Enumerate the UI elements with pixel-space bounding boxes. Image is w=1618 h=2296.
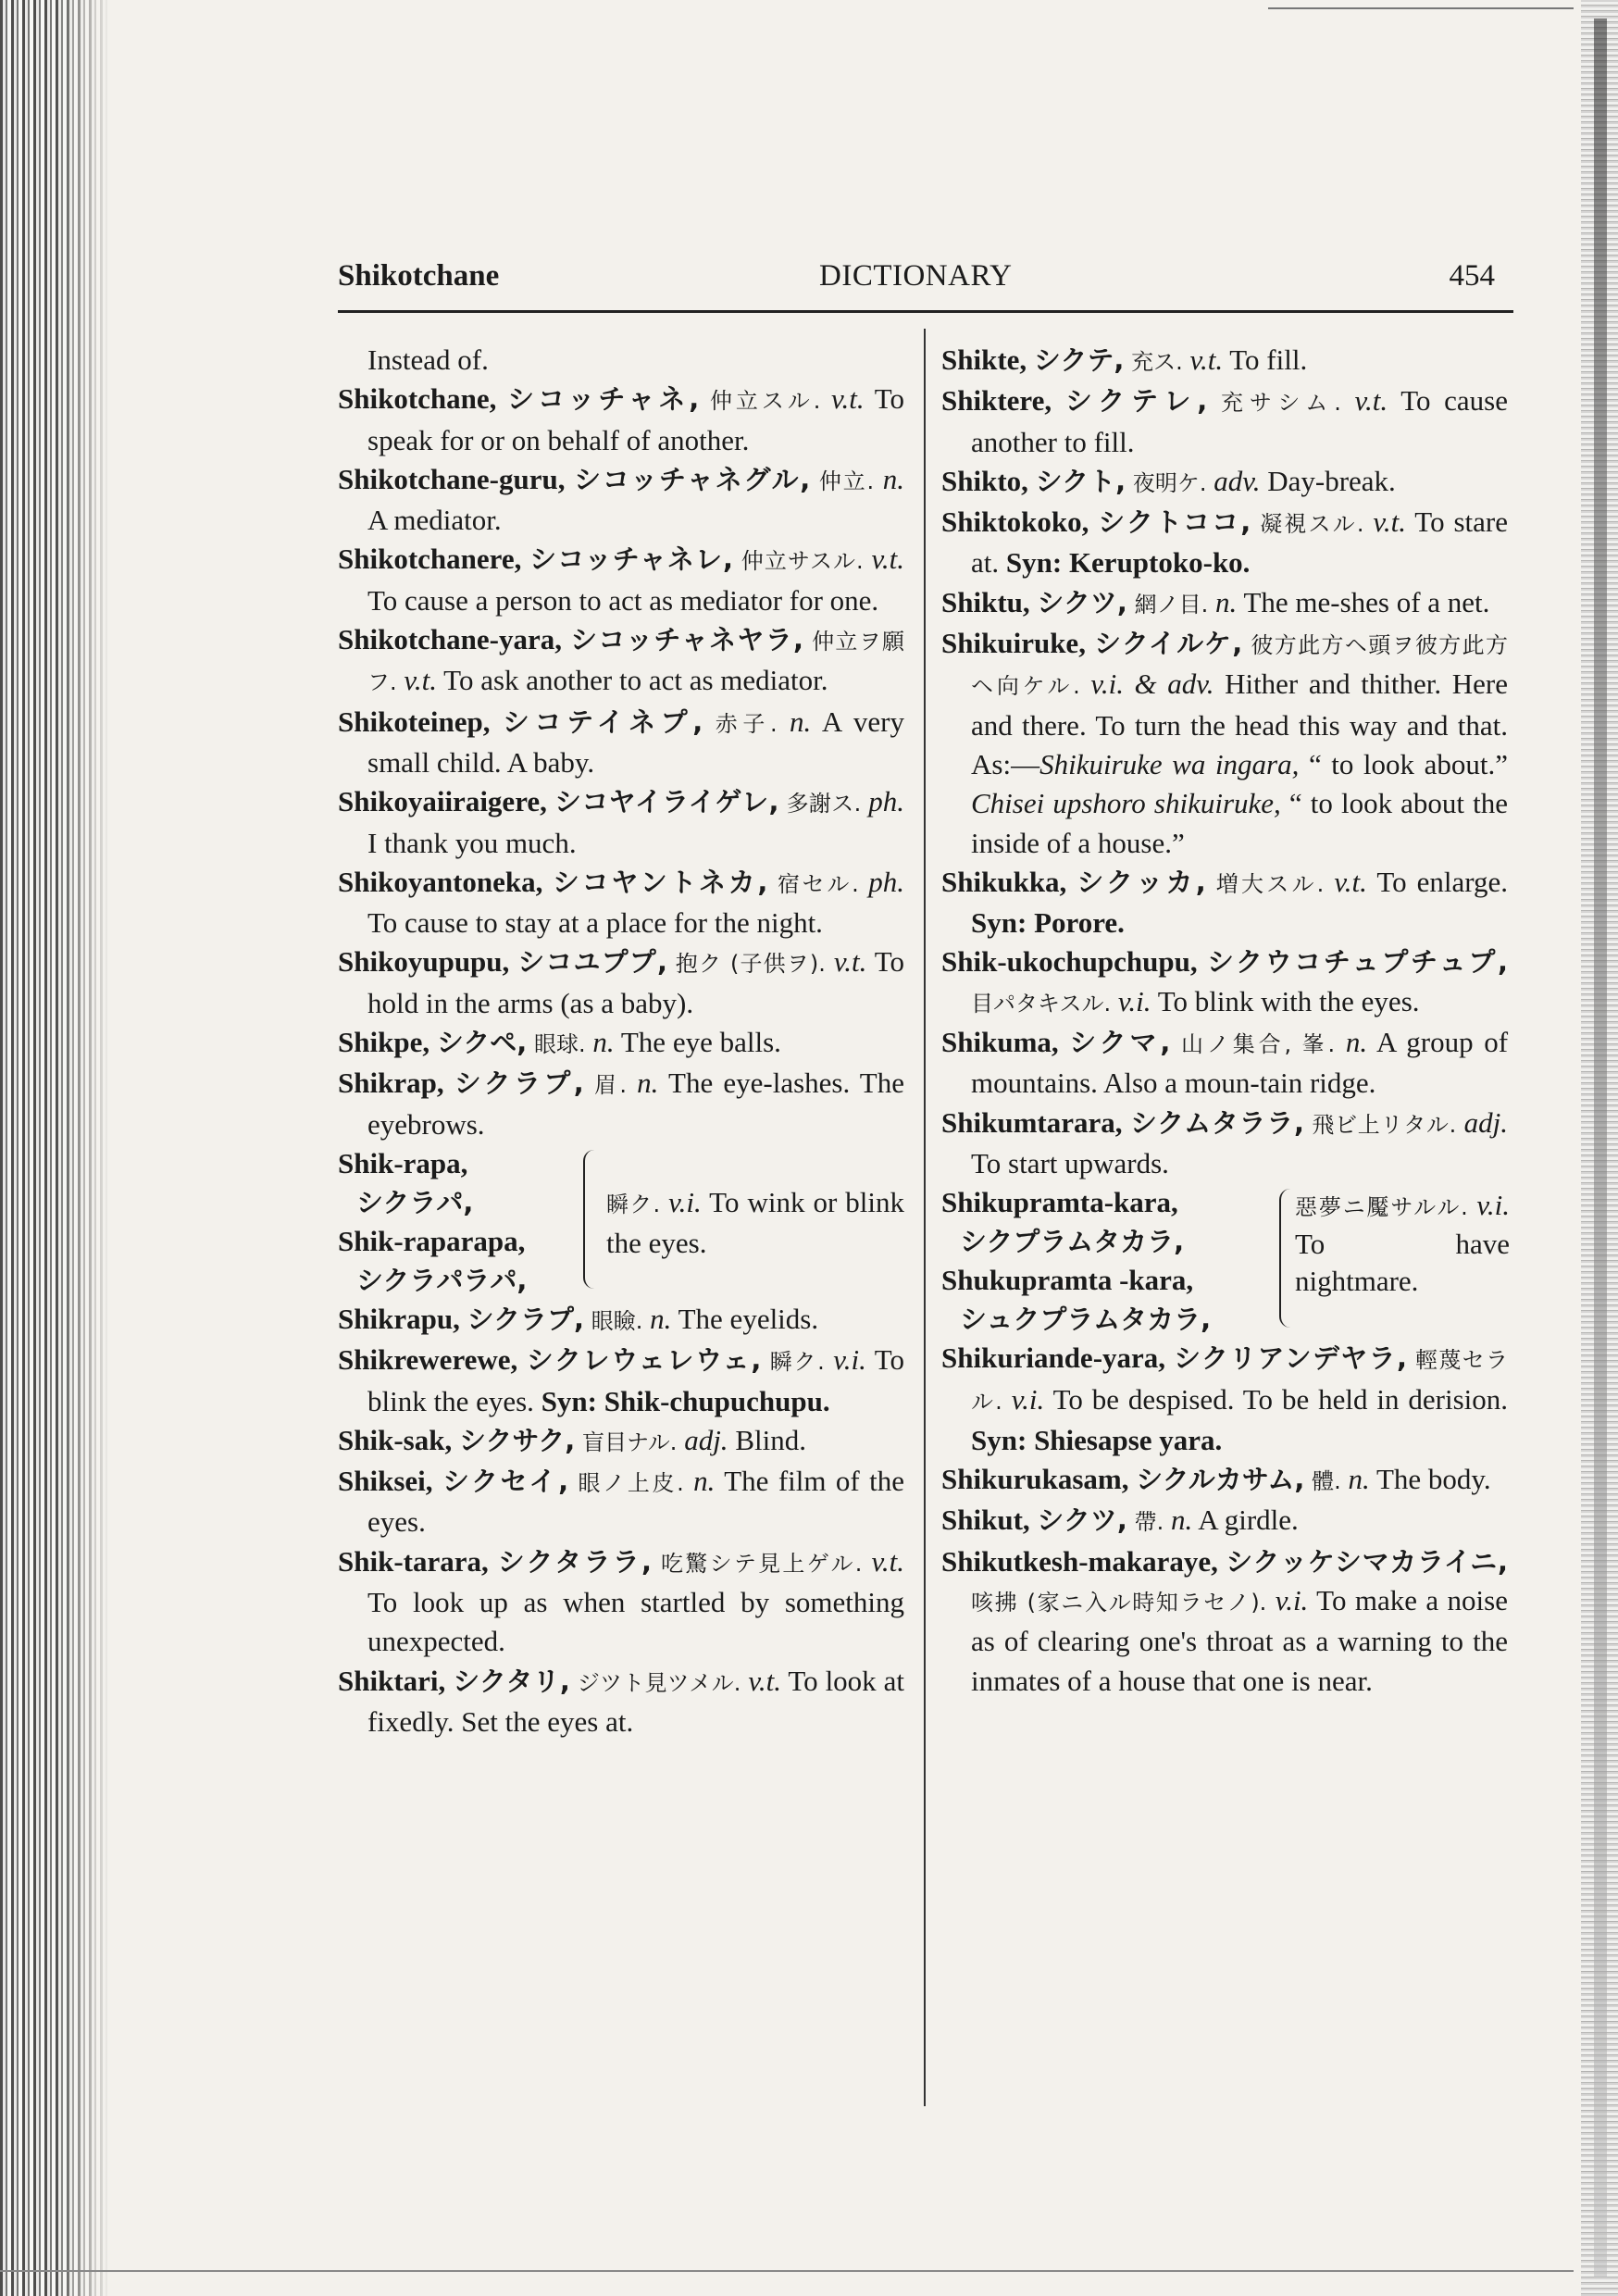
definition: I thank you much.	[367, 826, 577, 859]
japanese-gloss: 吃驚シテ見上ゲル.	[661, 1550, 863, 1577]
definition: To blink the eyes.	[367, 1343, 904, 1417]
part-of-speech: v.i.	[1275, 1584, 1309, 1617]
katakana: シュクプラムタカラ,	[960, 1304, 1212, 1336]
bracketed-entry-group	[338, 1144, 904, 1300]
headword: Shiktere,	[941, 384, 1052, 418]
part-of-speech: v.t.	[871, 1544, 905, 1578]
japanese-gloss: 仲立スル.	[709, 388, 821, 415]
definition: To blink with the eyes.	[1157, 984, 1420, 1017]
synonym: Keruptoko-ko.	[1068, 546, 1251, 580]
dictionary-entry	[338, 863, 904, 943]
katakana: シクウコチュプチュプ,	[1206, 946, 1509, 979]
headword: Shikrap,	[338, 1067, 444, 1100]
dictionary-entry	[338, 1300, 904, 1341]
definition: To have nightmare.	[1295, 1228, 1510, 1298]
scan-bottom-mark	[0, 2270, 1574, 2272]
headword: Shukupramta -kara,	[941, 1264, 1194, 1297]
definition: To look up as when startled by something unexpected.	[367, 1586, 904, 1658]
definition: A very small child. A baby.	[367, 705, 905, 779]
japanese-gloss: 咳拂 (家ニ入ル時知ラセノ).	[971, 1590, 1267, 1616]
headword: Shikutkesh-makaraye,	[941, 1544, 1218, 1578]
definition: To enlarge.	[1376, 865, 1509, 898]
katakana: シクイルケ,	[1094, 628, 1243, 660]
headword: Shikrewerewe,	[338, 1343, 518, 1377]
right-column	[941, 341, 1508, 1701]
page-header	[338, 250, 1495, 306]
part-of-speech: adj.	[684, 1423, 728, 1456]
headword: Shiktokoko,	[941, 505, 1089, 539]
japanese-gloss: 飛ビ上リタル.	[1312, 1111, 1457, 1138]
part-of-speech: adj.	[1463, 1105, 1509, 1139]
headword: Shikurukasam,	[941, 1463, 1129, 1496]
katakana: シクテレ,	[1064, 385, 1208, 418]
part-of-speech: v.i. & adv.	[1090, 668, 1214, 701]
headword: Shik-rapa,	[338, 1146, 468, 1179]
definition: Hither and thither. Here and there. To turn the head this way and that. As:—	[971, 668, 1508, 780]
japanese-gloss: 抱ク (子供ヲ).	[675, 951, 826, 978]
headword: Shikuma,	[941, 1026, 1059, 1059]
japanese-gloss: 帶.	[1134, 1509, 1164, 1536]
dictionary-entry	[941, 624, 1508, 863]
synonym-label: Syn:	[541, 1384, 597, 1417]
part-of-speech: v.i.	[833, 1343, 866, 1377]
headword: Shikupramta-kara,	[941, 1186, 1178, 1219]
running-head-word: Shikotchane	[338, 259, 500, 293]
dictionary-entry	[338, 1421, 904, 1462]
dictionary-entry	[338, 1064, 904, 1144]
definition: A girdle.	[1198, 1504, 1299, 1537]
part-of-speech: n.	[693, 1465, 716, 1498]
scan-top-mark	[1268, 7, 1574, 9]
headword: Shikotchane,	[338, 382, 497, 416]
dictionary-entry	[338, 782, 904, 863]
headword: Shikotchane-yara,	[338, 623, 562, 656]
definition: “ to look about.”	[1308, 747, 1508, 780]
katakana: シコッチャネ,	[507, 383, 700, 416]
dictionary-entry	[338, 942, 904, 1023]
definition: To hold in the arms (as a baby).	[367, 945, 905, 1019]
dictionary-entry	[338, 620, 904, 703]
japanese-gloss: 仲立ヲ願フ.	[367, 629, 905, 696]
part-of-speech: n.	[1348, 1463, 1370, 1496]
dictionary-entry	[338, 380, 904, 460]
part-of-speech: v.i.	[1117, 984, 1151, 1017]
definition: To be despised. To be held in derision.	[1052, 1382, 1508, 1416]
japanese-gloss: 網ノ目.	[1134, 591, 1209, 618]
dictionary-entry	[338, 460, 904, 541]
headword: Shikte,	[941, 343, 1027, 376]
curly-brace	[583, 1150, 598, 1289]
katakana: シクレウェレウェ,	[526, 1344, 762, 1377]
definition: The body.	[1375, 1463, 1491, 1496]
part-of-speech: v.t.	[1373, 505, 1406, 539]
entry-continuation	[338, 341, 904, 380]
japanese-gloss: 眼球.	[534, 1031, 586, 1058]
definition: To speak for or on behalf of another.	[367, 382, 904, 456]
column-divider	[924, 329, 926, 2106]
dictionary-entry	[338, 703, 904, 783]
japanese-gloss: 夜明ケ.	[1132, 469, 1207, 496]
dictionary-entry	[338, 1542, 904, 1662]
part-of-speech: n.	[1170, 1504, 1193, 1537]
definition: Day-break.	[1267, 464, 1396, 497]
katakana: シクセイ,	[442, 1466, 569, 1498]
katakana: シコッチャネグル,	[574, 463, 811, 495]
headword: Shikotchane-guru,	[338, 462, 566, 495]
part-of-speech: n.	[882, 462, 905, 495]
definition: “ to look about the inside of a house.”	[971, 787, 1509, 859]
katakana: シクルカサム,	[1136, 1464, 1305, 1496]
scan-left-edge	[0, 0, 111, 2296]
headword: Shikto,	[941, 464, 1028, 497]
dictionary-entry	[941, 1542, 1508, 1701]
part-of-speech: v.t.	[871, 543, 905, 576]
part-of-speech: ph.	[868, 785, 905, 818]
headword: Shikrapu,	[338, 1302, 460, 1335]
japanese-gloss: 盲目ナル.	[582, 1429, 678, 1455]
header-rule	[338, 310, 1513, 313]
katakana: シクラプ,	[454, 1067, 584, 1100]
katakana: シクッケシマカライニ,	[1226, 1545, 1508, 1578]
japanese-gloss: 眉.	[593, 1072, 628, 1099]
bracketed-entry-group	[941, 1183, 1508, 1339]
synonym: Porore.	[1034, 906, 1125, 940]
definition	[941, 1183, 1293, 1339]
japanese-gloss: 體.	[1312, 1468, 1341, 1495]
part-of-speech: v.i.	[1476, 1189, 1510, 1222]
dictionary-entry	[941, 1339, 1508, 1460]
japanese-gloss: 眼瞼.	[591, 1307, 643, 1334]
dictionary-entry	[941, 341, 1508, 381]
definition: To cause another to fill.	[971, 384, 1508, 458]
japanese-gloss: 赤子.	[715, 710, 778, 737]
japanese-gloss: 充サシム.	[1221, 390, 1341, 417]
japanese-gloss: 眼ノ上皮.	[578, 1470, 684, 1497]
part-of-speech: n.	[650, 1302, 672, 1335]
katakana: シクサク,	[458, 1424, 576, 1456]
definition: Blind.	[735, 1423, 806, 1456]
headword: Shikoyupupu,	[338, 945, 510, 979]
definition: To start upwards.	[971, 1146, 1169, 1179]
dictionary-entry	[941, 1104, 1508, 1184]
part-of-speech: v.t.	[831, 382, 865, 416]
part-of-speech: v.t.	[833, 945, 867, 979]
dictionary-entry	[338, 1341, 904, 1421]
running-head-title: DICTIONARY	[819, 259, 1013, 293]
shared-definition	[1295, 1187, 1510, 1300]
katakana: シコユププ,	[517, 946, 667, 979]
katakana: シクッカ,	[1077, 866, 1206, 898]
dictionary-entry	[338, 1662, 904, 1742]
dictionary-entry	[338, 540, 904, 620]
headword: Shikukka,	[941, 865, 1067, 898]
headword: Shik-tarara,	[338, 1544, 489, 1578]
katakana: シコヤントネカ,	[552, 866, 768, 898]
definition: The film of the eyes.	[367, 1465, 904, 1539]
part-of-speech: v.t.	[1354, 384, 1388, 418]
part-of-speech: adv.	[1214, 464, 1261, 497]
dictionary-entry	[941, 942, 1508, 1023]
part-of-speech: v.t.	[404, 664, 437, 697]
japanese-gloss: 輕蔑セラル.	[971, 1347, 1509, 1415]
part-of-speech: v.i.	[668, 1185, 702, 1218]
headword: Shiksei,	[338, 1465, 433, 1498]
definition: To stare at.	[971, 505, 1508, 580]
headword: Shikotchanere,	[338, 543, 522, 576]
shared-definition	[606, 1183, 904, 1263]
japanese-gloss: 仲立サスル.	[741, 548, 864, 575]
japanese-gloss: 宿セル.	[777, 870, 859, 897]
definition: To fill.	[1229, 343, 1308, 376]
definition: Instead of.	[367, 343, 489, 376]
headword: Shikpe,	[338, 1026, 430, 1059]
dictionary-entry	[941, 583, 1508, 624]
left-column	[338, 341, 904, 1741]
katakana: シクムタララ,	[1129, 1106, 1304, 1139]
part-of-speech: v.t.	[1189, 343, 1224, 376]
headword: Shikuiruke,	[941, 627, 1086, 660]
headword: Shik-sak,	[338, 1423, 453, 1456]
page-number: 454	[1449, 259, 1495, 293]
katakana: シコッチャネレ,	[529, 543, 733, 576]
katakana: シコッチャネヤラ,	[570, 624, 804, 656]
curly-brace	[1279, 1189, 1294, 1328]
part-of-speech: n.	[592, 1026, 615, 1059]
katakana: シクペ,	[436, 1027, 528, 1059]
japanese-gloss: 惡夢ニ魘サルル.	[1295, 1194, 1468, 1221]
katakana: シクタララ,	[497, 1545, 653, 1578]
japanese-gloss: 増大スル.	[1215, 870, 1325, 897]
part-of-speech: n.	[789, 705, 812, 738]
japanese-gloss: 彼方此方ヘ頭ヲ彼方此方ヘ向ケル.	[971, 632, 1509, 700]
part-of-speech: v.t.	[1334, 865, 1367, 898]
definition: A mediator.	[367, 504, 502, 537]
example-phrase: Shikuiruke wa ingara,	[1039, 747, 1300, 780]
part-of-speech: ph.	[868, 865, 905, 898]
katakana: シコヤイライゲレ,	[554, 786, 779, 818]
scan-right-shadow	[1594, 19, 1607, 2277]
headword: Shiktari,	[338, 1664, 446, 1697]
dictionary-entry	[941, 1501, 1508, 1541]
headword: Shikoyaiiraigere,	[338, 785, 547, 818]
synonym: Shik-chupuchupu.	[604, 1384, 830, 1417]
headword: Shikoyantoneka,	[338, 865, 543, 898]
synonym: Shiesapse yara.	[1034, 1423, 1223, 1456]
katakana: シクプラムタカラ,	[960, 1226, 1185, 1258]
katakana: シクトココ,	[1098, 506, 1251, 539]
katakana: シコテイネプ,	[502, 705, 703, 738]
definition: A group of mountains. Also a moun-tain ridge.	[971, 1026, 1509, 1100]
synonym-label: Syn:	[971, 1423, 1027, 1456]
part-of-speech: v.i.	[1011, 1382, 1045, 1416]
headword: Shikuriande-yara,	[941, 1341, 1166, 1375]
part-of-speech: n.	[637, 1067, 659, 1100]
japanese-gloss: 山ノ集合, 峯.	[1181, 1031, 1336, 1058]
definition: To cause to stay at a place for the night.	[367, 906, 823, 940]
definition: To look at fixedly. Set the eyes at.	[367, 1664, 905, 1738]
katakana: シクラプ,	[467, 1303, 585, 1335]
definition: To cause a person to act as mediator for one.	[367, 583, 879, 617]
part-of-speech: n.	[1345, 1026, 1368, 1059]
katakana: シクラパラパ,	[356, 1264, 528, 1296]
katakana: シクマ,	[1069, 1027, 1171, 1059]
dictionary-entry	[941, 462, 1508, 503]
dictionary-entry	[338, 1023, 904, 1064]
definition: The eye-lashes. The eyebrows.	[367, 1067, 905, 1141]
dictionary-entry	[941, 1023, 1508, 1104]
definition: To ask another to act as mediator.	[443, 664, 828, 697]
japanese-gloss: 充ス.	[1131, 349, 1183, 375]
japanese-gloss: ジツト見ツメル.	[577, 1669, 741, 1696]
headword: Shik-ukochupchupu,	[941, 945, 1198, 979]
dictionary-entry	[941, 863, 1508, 943]
definition: To make a noise as of clearing one's throat as a warning to the inmates of a house that one is near.	[971, 1584, 1508, 1697]
japanese-gloss: 凝視スル.	[1260, 511, 1364, 538]
dictionary-entry	[338, 1462, 904, 1542]
part-of-speech: v.t.	[748, 1664, 781, 1697]
headword: Shikoteinep,	[338, 705, 491, 738]
katakana: シクト,	[1035, 465, 1126, 497]
katakana: シクタリ,	[453, 1665, 570, 1697]
headword: Shikut,	[941, 1504, 1030, 1537]
katakana: シクテ,	[1033, 344, 1125, 376]
japanese-gloss: 多謝ス.	[786, 791, 862, 817]
dictionary-entry	[941, 503, 1508, 583]
japanese-gloss: 目パタキスル.	[971, 990, 1112, 1017]
katakana: シクリアンデヤラ,	[1174, 1342, 1407, 1375]
katakana: シクラパ,	[356, 1186, 474, 1218]
definition: The eye balls.	[620, 1026, 781, 1059]
katakana: シクツ,	[1037, 1504, 1127, 1537]
japanese-gloss: 仲立.	[818, 468, 875, 494]
definition: The eyelids.	[678, 1302, 819, 1335]
definition: To wink or blink the eyes.	[606, 1185, 904, 1259]
headword: Shik-raparapa,	[338, 1224, 526, 1257]
definition: The me-shes of a net.	[1243, 585, 1490, 618]
example-phrase: Chisei upshoro shikuiruke,	[971, 787, 1281, 820]
japanese-gloss: 瞬ク.	[769, 1349, 825, 1376]
katakana: シクツ,	[1037, 586, 1127, 618]
synonym-label: Syn:	[971, 906, 1027, 940]
japanese-gloss: 瞬ク.	[606, 1191, 661, 1217]
part-of-speech: n.	[1214, 585, 1238, 618]
headword: Shikumtarara,	[941, 1105, 1123, 1139]
synonym-label: Syn:	[1005, 546, 1063, 580]
headword: Shiktu,	[941, 585, 1030, 618]
dictionary-entry	[941, 1460, 1508, 1501]
dictionary-entry	[941, 381, 1508, 462]
